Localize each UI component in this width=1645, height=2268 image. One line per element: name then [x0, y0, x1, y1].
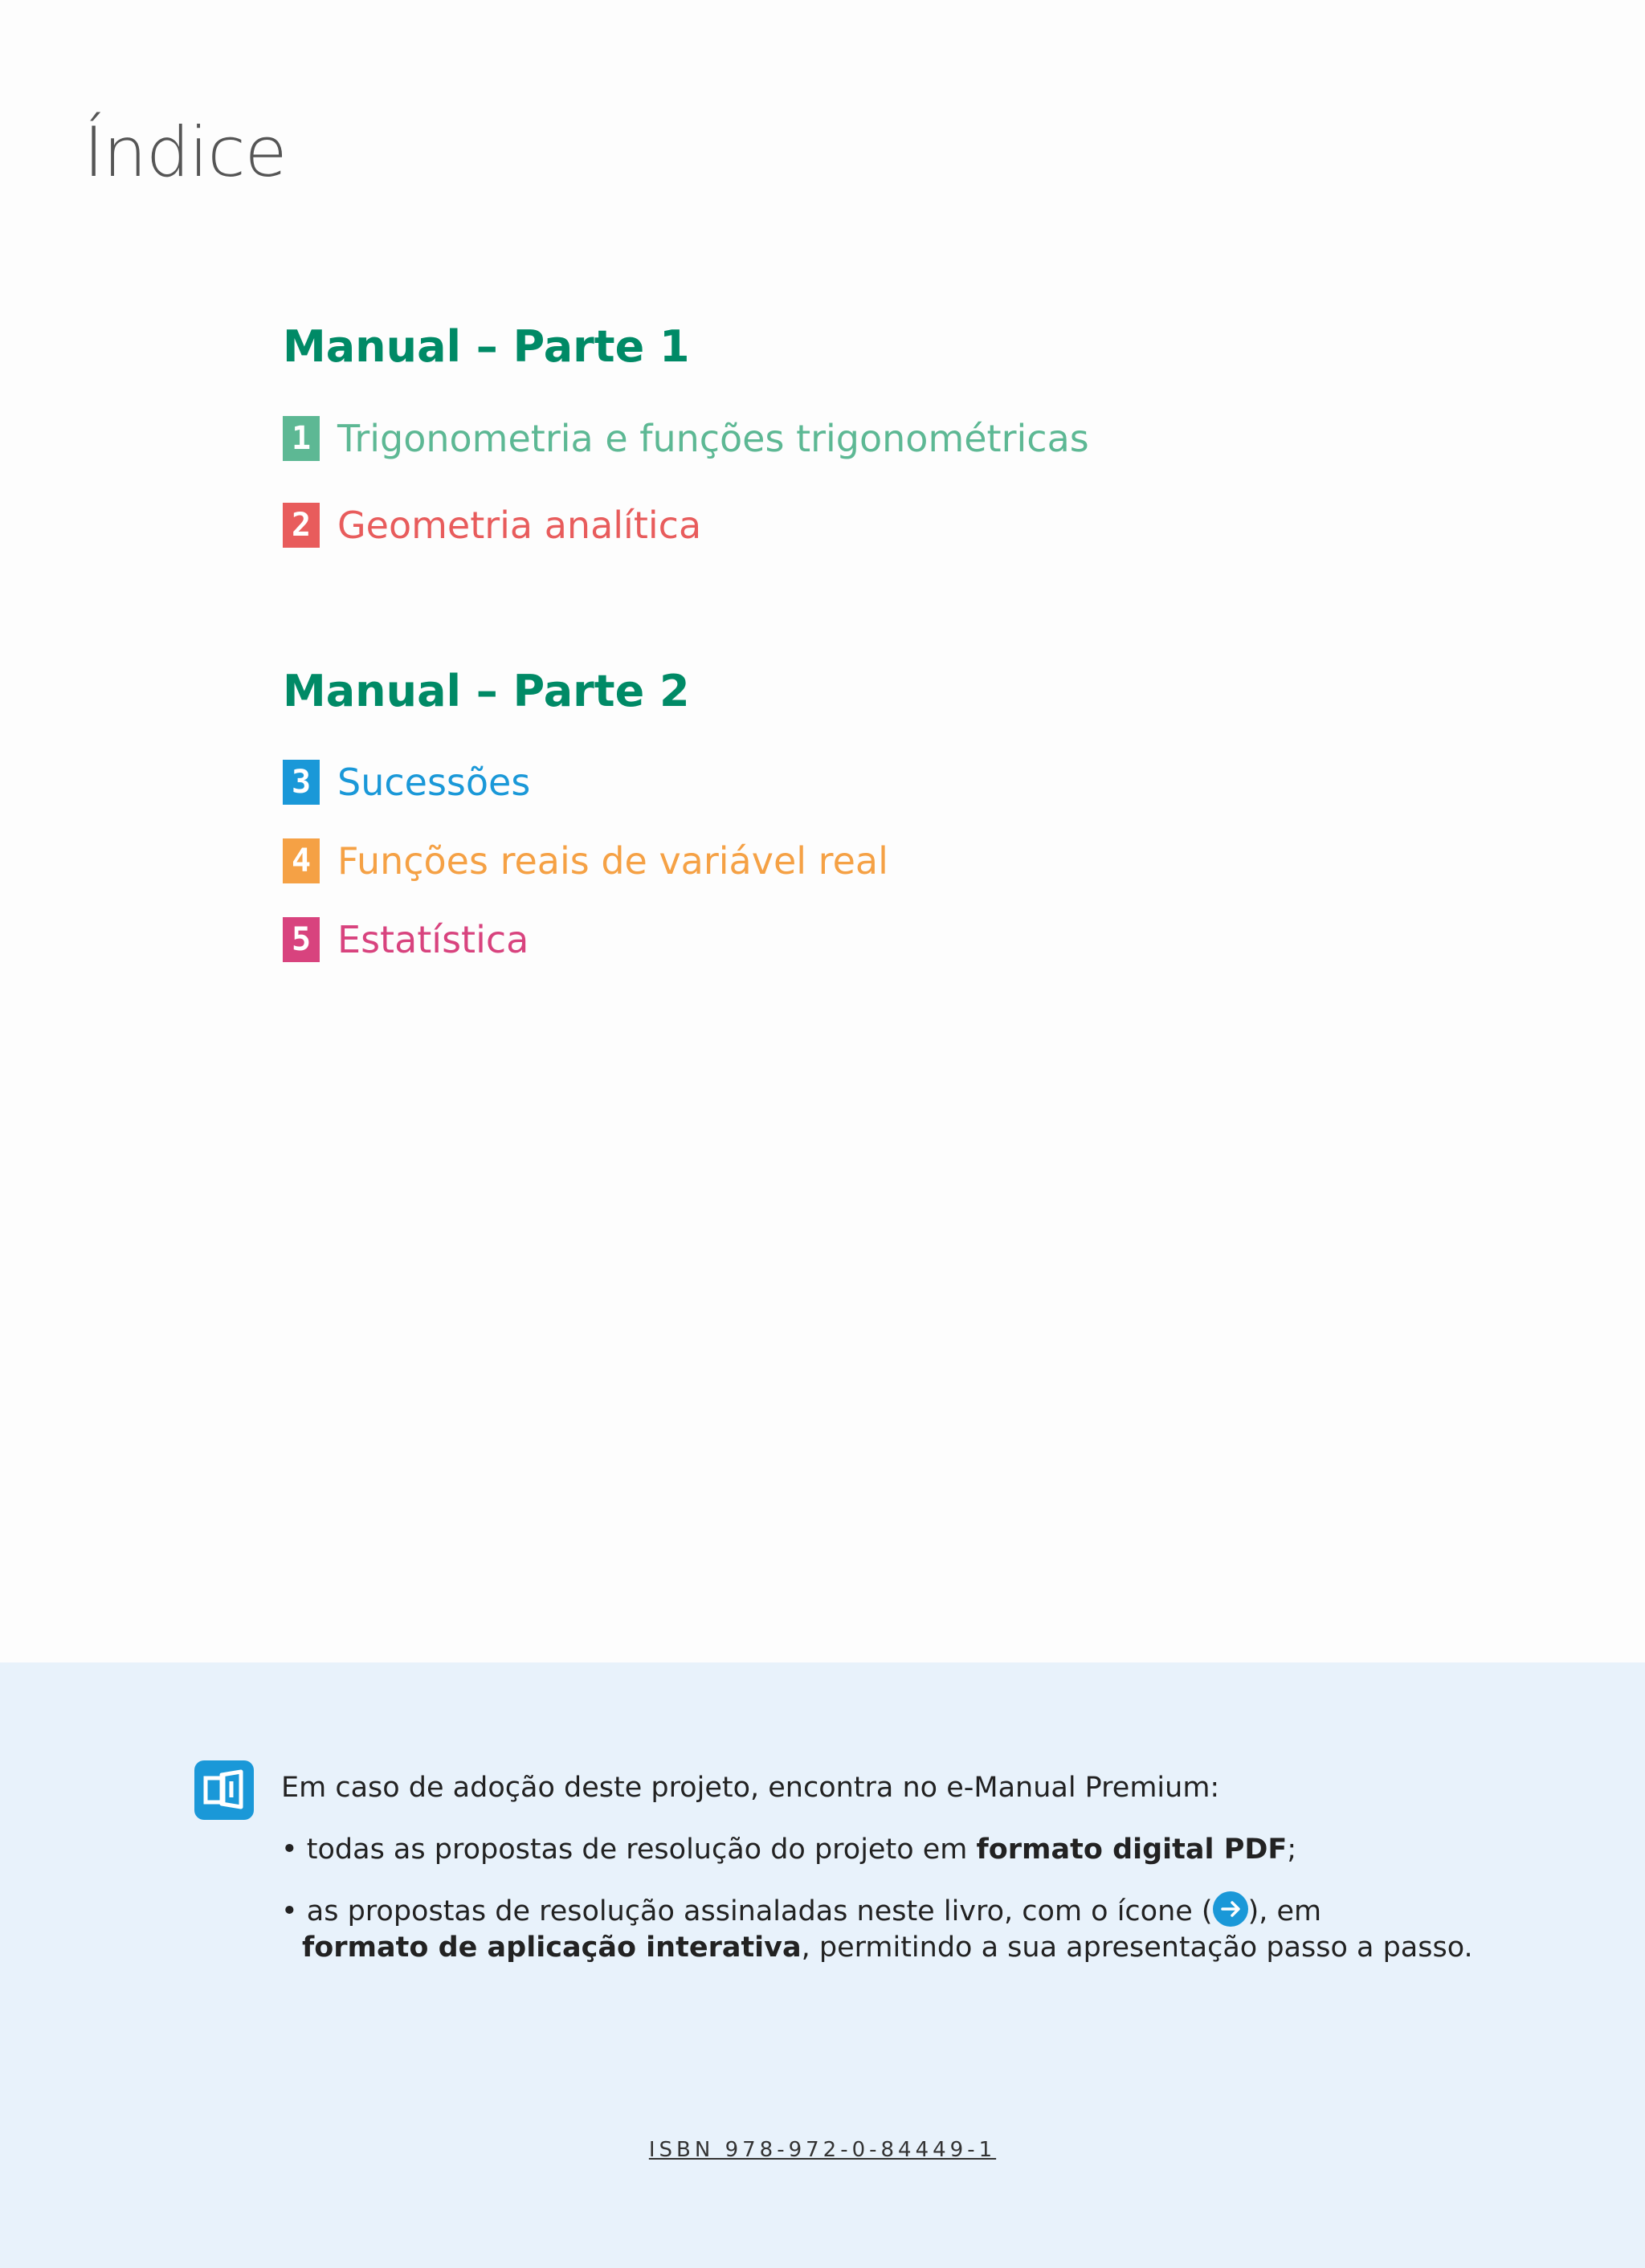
toc-part-2 — [283, 666, 1327, 987]
chapter-number-badge: 3 — [283, 760, 320, 805]
isbn — [0, 2138, 1645, 2162]
bullet-bold-text: formato de aplicação interativa — [302, 1931, 802, 1964]
bullet-text: • as propostas de resolução assinaladas neste livro, com o ícone ( — [281, 1895, 1213, 1927]
part-heading: Manual – Parte 1 — [283, 321, 690, 372]
footer-bullet-2-continuation — [302, 1931, 1473, 1964]
bullet-text-mid: ), em — [1247, 1895, 1322, 1927]
toc-chapter-4[interactable] — [283, 838, 888, 883]
footer-panel — [0, 1662, 1645, 2268]
chapter-title: Sucessões — [337, 761, 531, 804]
bullet-text: • todas as propostas de resolução do projeto em — [281, 1834, 977, 1866]
bullet-bold-text: formato digital PDF — [976, 1834, 1288, 1866]
chapter-number-badge: 4 — [283, 838, 320, 883]
toc-chapter-1[interactable] — [283, 416, 1089, 461]
footer-bullet-2 — [281, 1895, 1321, 1930]
chapter-title: Funções reais de variável real — [337, 839, 888, 883]
e-manual-icon — [194, 1760, 254, 1820]
chapter-title: Estatística — [337, 918, 529, 961]
chapter-title: Trigonometria e funções trigonométricas — [337, 417, 1089, 460]
part-heading: Manual – Parte 2 — [283, 666, 690, 716]
toc-chapter-3[interactable] — [283, 760, 530, 805]
chapter-title: Geometria analítica — [337, 504, 702, 547]
chapter-number-badge: 1 — [283, 416, 320, 461]
page-title: Índice — [84, 112, 287, 193]
toc-chapter-2[interactable] — [283, 503, 701, 548]
isbn-text: ISBN 978-972-0-84449-1 — [648, 2138, 997, 2162]
footer-intro: Em caso de adoção deste projeto, encontra no e-Manual Premium: — [281, 1772, 1220, 1804]
bullet-text-end: ; — [1287, 1834, 1297, 1866]
bullet-text-end: , permitindo a sua apresentação passo a passo. — [801, 1931, 1473, 1964]
chapter-number-badge: 2 — [283, 503, 320, 548]
toc-chapter-5[interactable] — [283, 917, 529, 962]
arrow-right-circle-icon — [1213, 1891, 1248, 1927]
footer-bullet-1 — [281, 1834, 1296, 1866]
chapter-number-badge: 5 — [283, 917, 320, 962]
toc-part-1 — [283, 321, 1327, 562]
